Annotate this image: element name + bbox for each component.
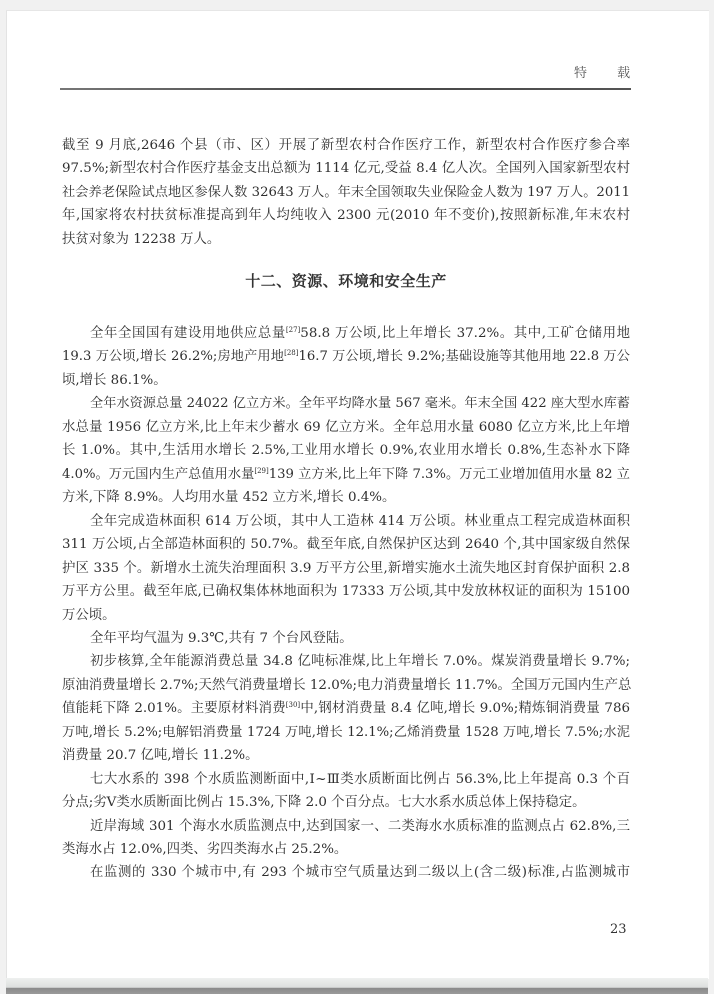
text-run: 139 立方米,比上年下降 7.3%。万元工业增加值用水量 82 立 — [268, 467, 630, 482]
footnote-ref: [27] — [285, 326, 301, 334]
text-run: 值能耗下降 2.01%。主要原材料消费 — [62, 701, 286, 716]
text-line — [62, 701, 630, 717]
text-line: 311 万公顷,占全部造林面积的 50.7%。截至年底,自然保护区达到 2640 个,其中国家级自然保 — [62, 537, 630, 552]
text-line: 消费量 20.7 亿吨,增长 11.2%。 — [62, 748, 259, 763]
text-run: 4.0%。万元国内生产总值用水量 — [62, 467, 255, 482]
text-line: 全年水资源总量 24022 亿立方米。全年平均降水量 567 毫米。年末全国 422 座大型水库蓄 — [90, 396, 630, 411]
text-line: 在监测的 330 个城市中,有 293 个城市空气质量达到二级以上(含二级)标准,占监测城市 — [90, 865, 630, 880]
text-line: 分点;劣Ⅴ类水质断面比例占 15.3%,下降 2.0 个百分点。七大水系水质总体上保持稳定。 — [62, 795, 586, 810]
text-run: 16.7 万公顷,增长 9.2%;基础设施等其他用地 22.8 万公 — [298, 349, 630, 364]
footnote-ref: [29] — [254, 467, 269, 475]
header-rule — [60, 88, 631, 90]
text-line: 97.5%;新型农村合作医疗基金支出总额为 1114 亿元,受益 8.4 亿人次。全国列入国家新型农村 — [62, 161, 630, 176]
text-line — [62, 349, 630, 365]
text-run: 中,钢材消费量 8.4 亿吨,增长 9.0%;精炼铜消费量 786 — [300, 701, 630, 716]
text-run: 58.8 万公顷,比上年增长 37.2%。其中,工矿仓储用地 — [300, 326, 630, 341]
text-line: 护区 335 个。新增水土流失治理面积 3.9 万平方公里,新增实施水土流失地区封育保护面积 2.8 — [62, 561, 630, 576]
text-line: 近岸海域 301 个海水水质监测点中,达到国家一、二类海水水质标准的监测点占 62.8%,三 — [90, 819, 630, 834]
text-line: 扶贫对象为 12238 万人。 — [62, 232, 221, 247]
running-head: 特 载 — [574, 66, 644, 81]
text-line: 全年平均气温为 9.3℃,共有 7 个台风登陆。 — [90, 631, 353, 646]
text-line: 万吨,增长 5.2%;电解铝消费量 1724 万吨,增长 12.1%;乙烯消费量 1528 万吨,增长 7.5%;水泥 — [62, 725, 630, 740]
text-line: 七大水系的 398 个水质监测断面中,Ⅰ~Ⅲ类水质断面比例占 56.3%,比上年提高 0.3 个百 — [90, 772, 630, 787]
text-run: 全年全国国有建设用地供应总量 — [90, 326, 286, 341]
text-line: 方米,下降 8.9%。人均用水量 452 立方米,增长 0.4%。 — [62, 490, 396, 505]
text-run: 19.3 万公顷,增长 26.2%;房地产用地 — [62, 349, 285, 364]
text-line: 长 1.0%。其中,生活用水增长 2.5%,工业用水增长 0.9%,农业用水增长 0.8%,生态补水下降 — [62, 443, 630, 458]
section-heading: 十二、资源、环境和安全生产 — [245, 272, 447, 290]
text-line: 社会养老保险试点地区参保人数 32643 万人。年末全国领取失业保险金人数为 197 万人。2011 — [62, 185, 630, 200]
text-line: 年,国家将农村扶贫标准提高到年人均纯收入 2300 元(2010 年不变价),按照新标准,年末农村 — [62, 208, 630, 223]
text-line: 全年完成造林面积 614 万公顷，其中人工造林 414 万公顷。林业重点工程完成造林面积 — [90, 514, 630, 529]
text-line: 顷,增长 86.1%。 — [62, 373, 167, 388]
page-number: 23 — [610, 922, 627, 937]
text-line: 水总量 1956 亿立方米,比上年末少蓄水 69 亿立方米。全年总用水量 6080 亿立方米,比上年增 — [62, 420, 630, 435]
text-line: 万公顷。 — [62, 608, 116, 623]
text-line: 原油消费量增长 2.7%;天然气消费量增长 12.0%;电力消费量增长 11.7%。全国万元国内生产总 — [62, 678, 632, 693]
text-line: 截至 9 月底,2646 个县（市、区）开展了新型农村合作医疗工作，新型农村合作医疗参合率 — [62, 138, 630, 153]
footnote-ref: [28] — [284, 349, 299, 357]
page-bottom-edge — [6, 978, 708, 994]
text-line: 类海水占 12.0%,四类、劣四类海水占 25.2%。 — [62, 842, 348, 857]
text-line — [90, 326, 630, 342]
text-line: 初步核算,全年能源消费总量 34.8 亿吨标准煤,比上年增长 7.0%。煤炭消费量增长 9.7%; — [90, 654, 630, 669]
text-line — [62, 467, 630, 483]
text-line: 万平方公里。截至年底,已确权集体林地面积为 17333 万公顷,其中发放林权证的面积为 15100 — [62, 584, 630, 599]
footnote-ref: [30] — [285, 701, 301, 709]
